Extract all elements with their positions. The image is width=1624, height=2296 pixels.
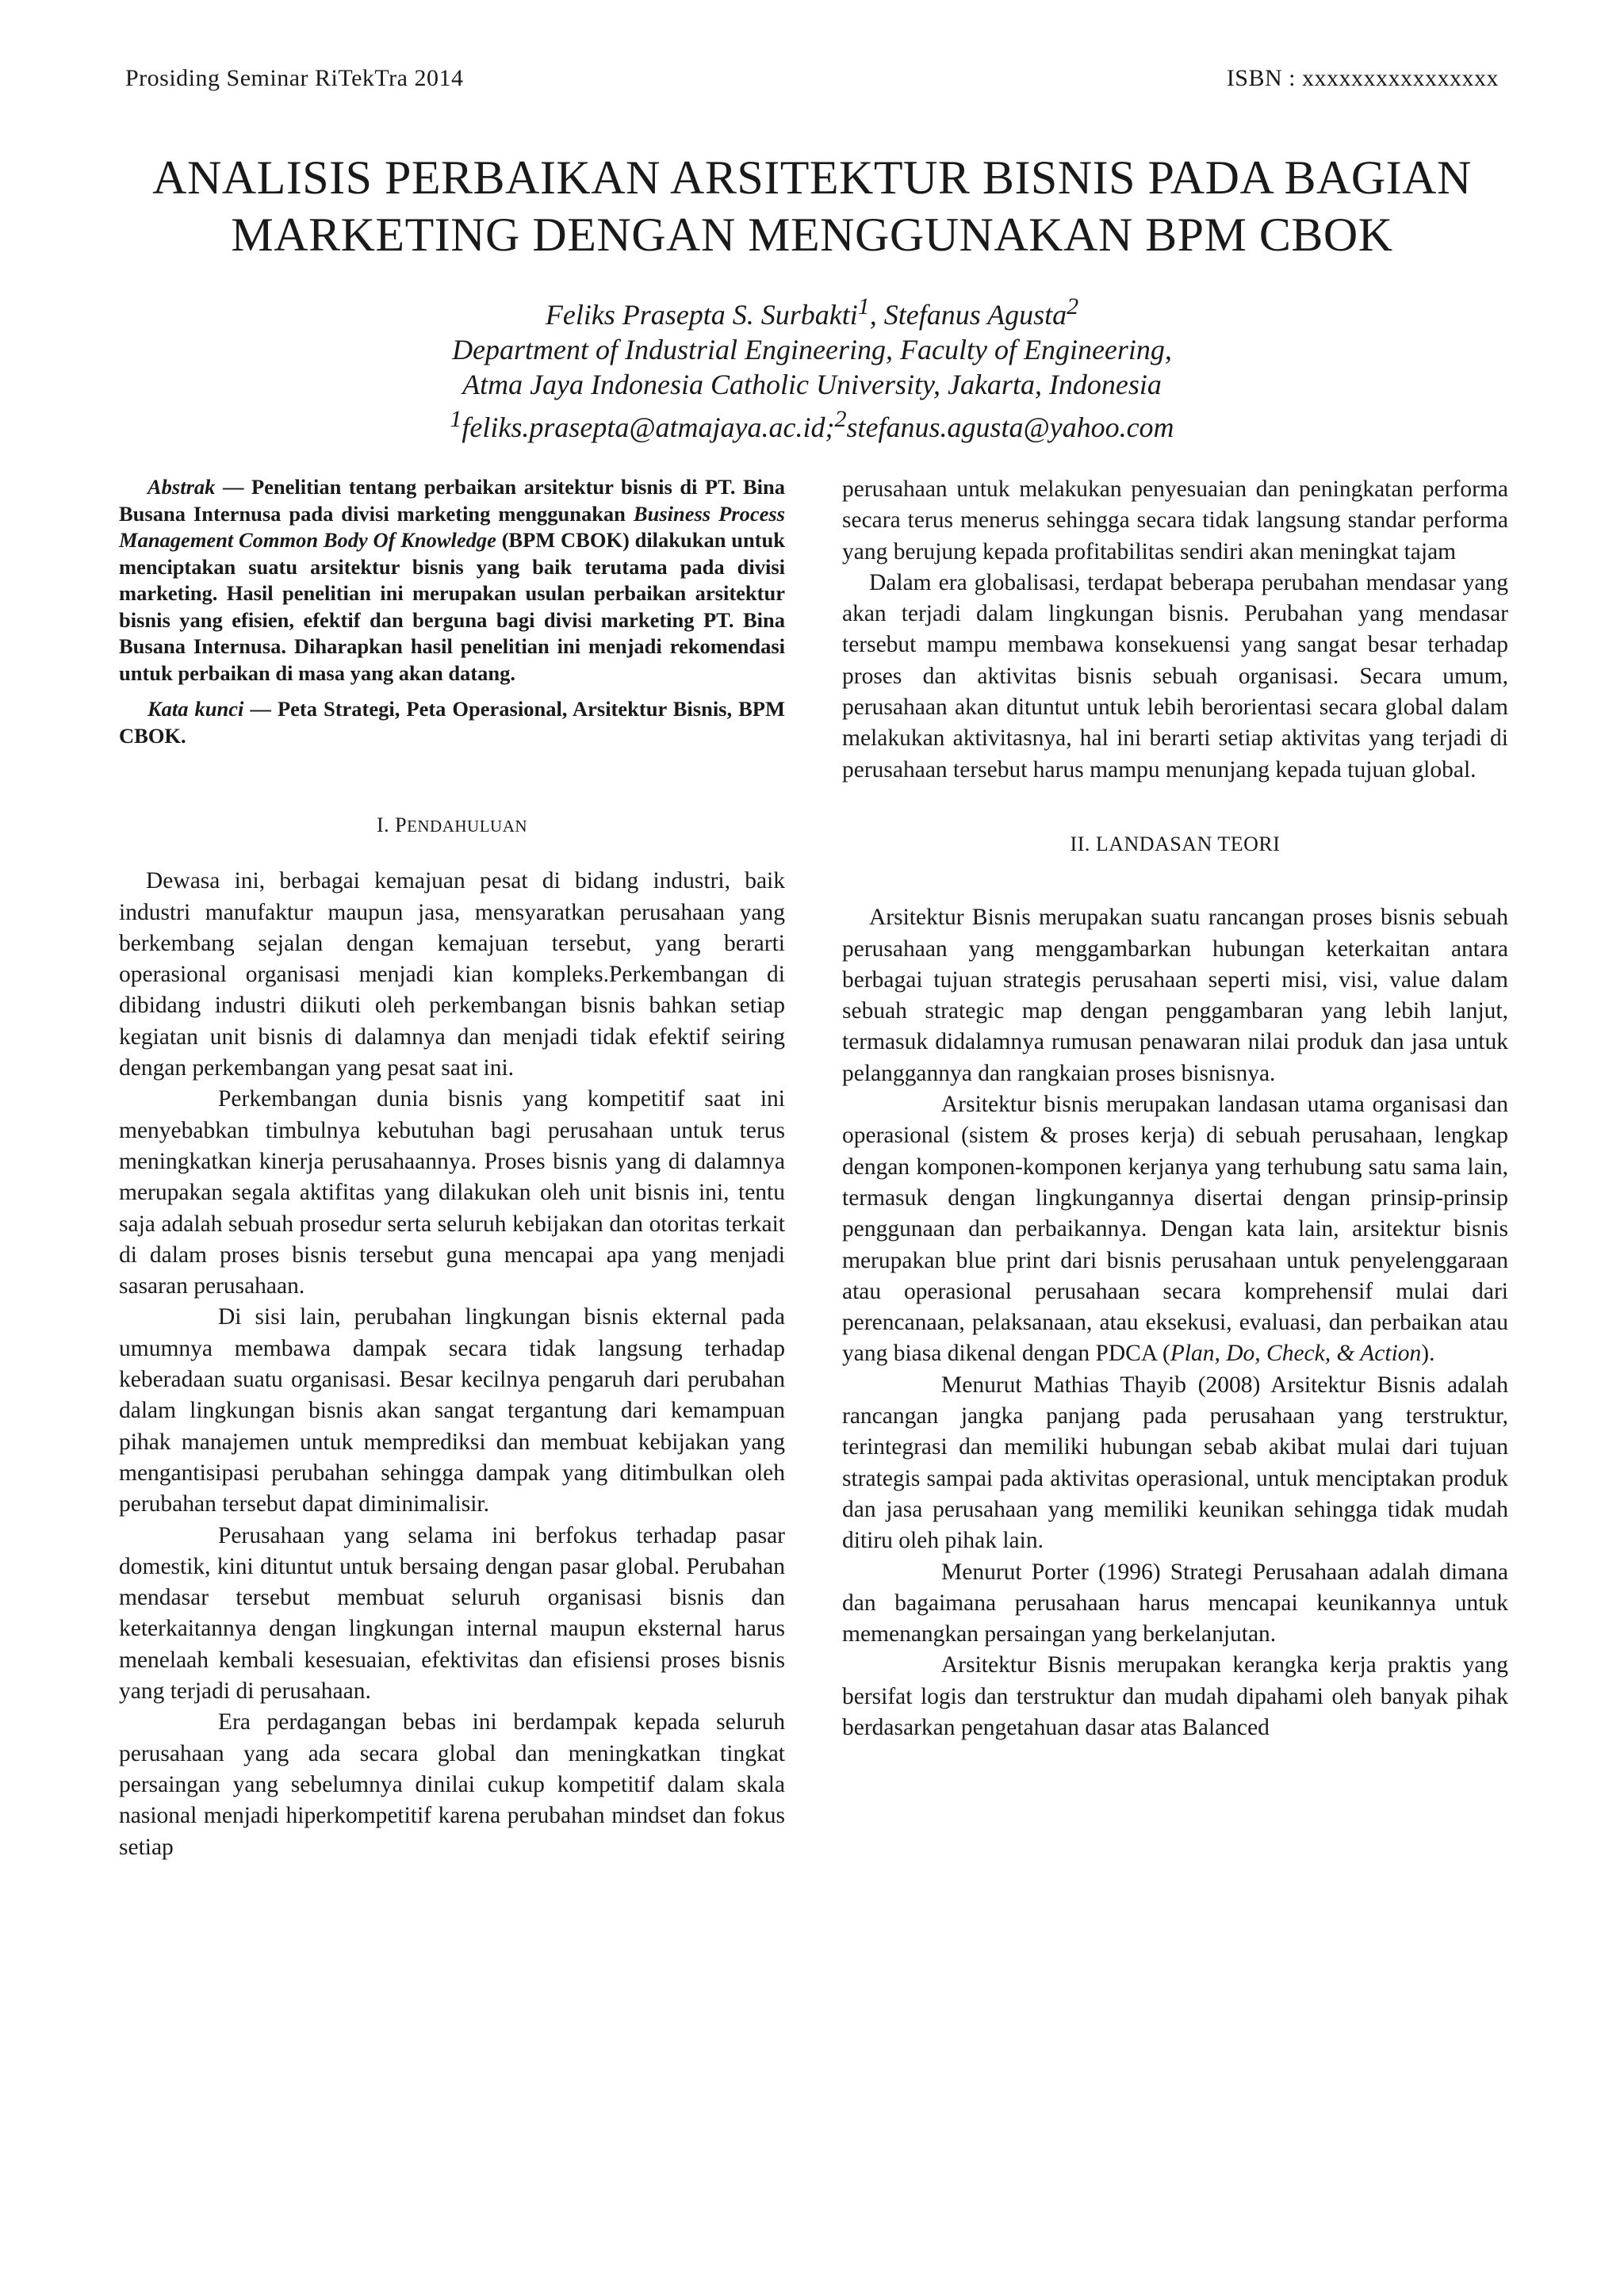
paragraph: Era perdagangan bebas ini berdampak kepada seluruh perusahaan yang ada secara global dan meningkatkan tingkat persaingan yang sebelumnya dinilai cukup kompetitif dalam skala nasional menjadi hiperkompetitif karena perubahan mindset dan fokus setiap [119, 1709, 785, 1860]
paragraph: Perusahaan yang selama ini berfokus terhadap pasar domestik, kini dituntut untuk bersaing dengan pasar global. Perubahan mendasar tersebut membuat seluruh organisasi bisnis dan keterkaitannya dengan lingkungan internal maupun eksternal harus menelaah kembali kesesuaian, efektivitas dan efisiensi proses bisnis yang terjadi di perusahaan. [119, 1522, 785, 1705]
proceedings-name: Prosiding Seminar RiTekTra 2014 [125, 65, 464, 91]
abstract [119, 474, 785, 687]
email-2[interactable]: stefanus.agusta@yahoo.com [846, 411, 1174, 443]
paragraph: Perkembangan dunia bisnis yang kompetitif saat ini menyebabkan timbulnya kebutuhan bagi perusahaan untuk terus meningkatkan kinerja perusahaannya. Proses bisnis yang di dalamnya merupakan segala aktifitas yang dilakukan oleh unit bisnis ini, tentu saja adalah sebuah prosedur serta seluruh kebijakan dan otoritas terkait di dalam proses bisnis tersebut guna mencapai apa yang menjadi sasaran perusahaan. [119, 1086, 785, 1299]
paragraph: Arsitektur Bisnis merupakan suatu rancangan proses bisnis sebuah perusahaan yang menggambarkan hubungan keterkaitan antara berbagai tujuan strategis perusahaan seperti misi, visi, value dalam sebuah strategic map dengan penggambaran yang lebih lanjut, termasuk didalamnya rumusan penawaran nilai produk dan jasa untuk pelanggannya dan rangkaian proses bisnisnya. [842, 905, 1508, 1086]
title-line-2: MARKETING DENGAN MENGGUNAKAN BPM CBOK [231, 209, 1393, 261]
abstract-term: Business Process Management Common Body Of Knowledge [119, 501, 785, 552]
author-1-superscript: 1 [857, 293, 870, 320]
paragraph-text: Arsitektur bisnis merupakan landasan utama organisasi dan operasional (sistem & proses kerja) di sebuah perusahaan, lengkap dengan komponen-komponen kerjanya yang terhubung satu sama lain, termasuk dengan lingkungannya disertai dengan prinsip-prinsip penggunaan dan perbaikannya. Dengan kata lain, arsitektur bisnis merupakan blue print dari bisnis perusahaan untuk penyelenggaraan atau operasional perusahaan secara komprehensif mulai dari perencanaan, pelaksanaan, atau eksekusi, evaluasi, dan perbaikan atau yang biasa dikenal dengan PDCA ( [842, 1092, 1508, 1367]
paragraph: Dewasa ini, berbagai kemajuan pesat di bidang industri, baik industri manufaktur maupun jasa, mensyaratkan perusahaan yang berkembang sejalan dengan kemajuan tersebut, yang berarti operasional organisasi menjadi kian kompleks.Perkembangan di dibidang industri diikuti oleh perkembangan bisnis bahkan setiap kegiatan unit bisnis di dalamnya dan menjadi tidak efektif seiring dengan perkembangan yang pesat saat ini. [119, 868, 785, 1081]
author-block [159, 289, 1465, 445]
paragraph [842, 1089, 1508, 1370]
paragraph-continuation: perusahaan untuk melakukan penyesuaian dan peningkatan performa secara terus menerus sehingga secara tidak langsung standar performa yang berujung kepada profitabilitas sendiri akan meningkat tajam [842, 476, 1508, 564]
abstract-dash: — [215, 475, 251, 499]
abstract-text-2: (BPM CBOK) dilakukan untuk menciptakan suatu arsitektur bisnis yang baik terutama pada divisi marketing. Hasil penelitian ini merupakan usulan perbaikan arsitektur bisnis yang efisien, efektif dan berguna bagi divisi marketing PT. Bina Busana Internusa. Diharapkan hasil penelitian ini menjadi rekomendasi untuk perbaikan di masa yang akan datang. [119, 528, 785, 685]
author-names [159, 289, 1465, 332]
abstract-label: Abstrak [147, 475, 216, 499]
author-separator: , [869, 299, 884, 331]
title-line-1: ANALISIS PERBAIKAN ARSITEKTUR BISNIS PADA BAGIAN [152, 151, 1472, 204]
author-emails [159, 402, 1465, 445]
email-1[interactable]: feliks.prasepta@atmajaya.ac.id; [462, 411, 835, 443]
paragraph: Arsitektur Bisnis merupakan kerangka kerja praktis yang bersifat logis dan terstruktur dan mudah dipahami oleh banyak pihak berdasarkan pengetahuan dasar atas Balanced [842, 1652, 1508, 1740]
isbn: ISBN : xxxxxxxxxxxxxxxx [1226, 65, 1499, 91]
paragraph: Menurut Mathias Thayib (2008) Arsitektur Bisnis adalah rancangan jangka panjang pada perusahaan yang terstruktur, terintegrasi dan memiliki hubungan sebab akibat mulai dari tujuan strategis sampai pada aktivitas operasional, untuk menciptakan produk dan jasa perusahaan yang memiliki keunikan sehingga tidak mudah ditiru oleh pihak lain. [842, 1372, 1508, 1554]
left-column [119, 474, 785, 1863]
pdca-expansion: Plan, Do, Check, & Action [1170, 1341, 1422, 1367]
running-header [125, 65, 1499, 92]
author-2-superscript: 2 [1067, 293, 1079, 320]
email-2-superscript: 2 [834, 406, 847, 432]
keywords-dash: — [243, 697, 278, 721]
section-1-heading-rest: ENDAHULUAN [407, 817, 528, 836]
email-1-superscript: 1 [450, 406, 462, 432]
author-1-name: Feliks Prasepta S. Surbakti [545, 299, 858, 331]
author-2-name: Stefanus Agusta [883, 299, 1067, 331]
right-column [842, 474, 1508, 1743]
keywords-label: Kata kunci [147, 697, 244, 721]
section-heading-pendahuluan [119, 809, 785, 842]
paper-title [95, 149, 1529, 263]
section-heading-landasan-teori: II. LANDASAN TEORI [1070, 832, 1281, 855]
paragraph-end: ). [1421, 1341, 1435, 1367]
keywords [119, 696, 785, 749]
affiliation-department: Department of Industrial Engineering, Faculty of Engineering, [452, 334, 1172, 365]
paragraph: Menurut Porter (1996) Strategi Perusahaan adalah dimana dan bagaimana perusahaan harus mencapai keunikannya untuk memenangkan persaingan yang berkelanjutan. [842, 1559, 1508, 1647]
paragraph: Dalam era globalisasi, terdapat beberapa perubahan mendasar yang akan terjadi dalam lingkungan bisnis. Perubahan yang mendasar tersebut mampu membawa konsekuensi yang sangat besar terhadap proses dan aktivitas bisnis sebuah organisasi. Secara umum, perusahaan akan dituntut untuk lebih berorientasi secara global dalam melakukan aktivitasnya, hal ini berarti setiap aktivitas yang terjadi di perusahaan tersebut harus mampu menunjang kepada tujuan global. [842, 569, 1508, 783]
paragraph: Di sisi lain, perubahan lingkungan bisnis ekternal pada umumnya membawa dampak secara tidak langsung terhadap keberadaan suatu organisasi. Besar kecilnya pengaruh dari perubahan dalam lingkungan bisnis akan sangat tergantung dari kemampuan pihak manajemen untuk memprediksi dan membuat kebijakan yang mengantisipasi perubahan sehingga dampak yang ditimbulkan oleh perubahan tersebut dapat diminimalisir. [119, 1304, 785, 1517]
abstract-text-1: Penelitian tentang perbaikan arsitektur bisnis di PT. Bina Busana Internusa pada divisi marketing menggunakan [119, 475, 785, 526]
affiliation-university: Atma Jaya Indonesia Catholic University, Jakarta, Indonesia [462, 369, 1162, 400]
section-1-heading-prefix: I. P [376, 813, 408, 836]
keywords-text: Peta Strategi, Peta Operasional, Arsitektur Bisnis, BPM CBOK. [119, 697, 786, 748]
